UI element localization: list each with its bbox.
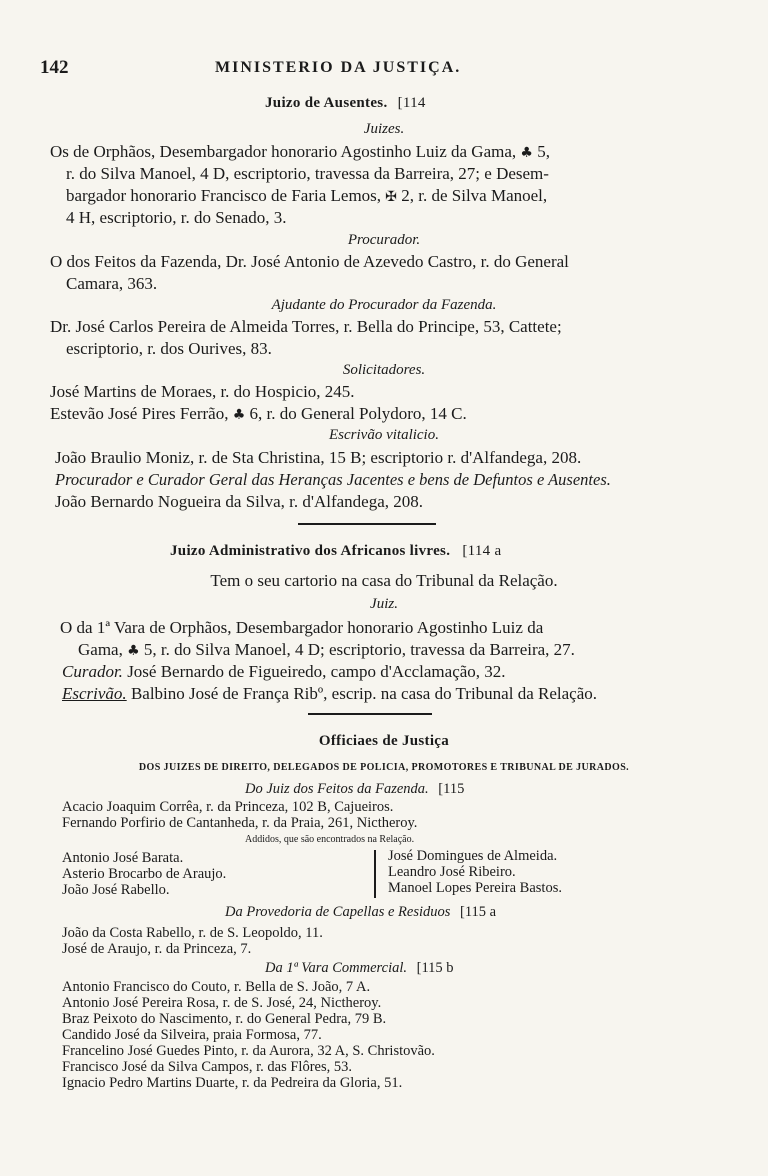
- list-item: Antonio José Barata.: [62, 850, 184, 866]
- subheading-procurador: Procurador.: [347, 232, 421, 248]
- entry-ajudante-line2: escriptorio, r. dos Ourives, 83.: [66, 339, 272, 358]
- text: Gama,: [78, 640, 123, 659]
- order-cross-icon: ✠: [385, 189, 398, 205]
- section-ref: [114: [397, 95, 426, 111]
- list-item: Asterio Brocarbo de Araujo.: [62, 866, 227, 882]
- text: 2, r. de Silva Manoel,: [401, 186, 548, 205]
- subheading-ajudante: Ajudante do Procurador da Fazenda.: [271, 297, 497, 313]
- list-item: Candido José da Silveira, praia Formosa, 77.: [62, 1027, 322, 1043]
- list-item: Antonio Francisco do Couto, r. Bella de S. João, 7 A.: [62, 979, 371, 995]
- text: Do Juiz dos Feitos da Fazenda.: [245, 781, 429, 797]
- text: 5,: [537, 142, 550, 161]
- text: bargador honorario Francisco de Faria Lemos,: [66, 186, 382, 205]
- label: Curador.: [62, 662, 123, 681]
- section-ref: [114 a: [462, 543, 502, 559]
- text: Estevão José Pires Ferrão,: [50, 404, 229, 423]
- list-item: Francisco José da Silva Campos, r. das Flôres, 53.: [62, 1059, 352, 1075]
- list-item: José de Araujo, r. da Princeza, 7.: [62, 941, 252, 957]
- list-item: João da Costa Rabello, r. de S. Leopoldo, 11.: [62, 925, 323, 941]
- entry-solicitador-1: José Martins de Moraes, r. do Hospicio, 245.: [50, 382, 355, 401]
- entry-escrivao-2: [62, 683, 597, 705]
- entry-ajudante-line1: Dr. José Carlos Pereira de Almeida Torres, r. Bella do Principe, 53, Cattete;: [50, 317, 562, 336]
- ref: [115 b: [416, 960, 454, 976]
- list-item: Francelino José Guedes Pinto, r. da Aurora, 32 A, S. Christovão.: [62, 1043, 435, 1059]
- entry-juizes-line4: 4 H, escriptorio, r. do Senado, 3.: [66, 208, 287, 227]
- list-item: Ignacio Pedro Martins Duarte, r. da Pedreira da Gloria, 51.: [62, 1075, 403, 1091]
- running-title: MINISTERIO DA JUSTIÇA.: [215, 59, 462, 76]
- addidos-note: Addidos, que são encontrados na Relação.: [245, 834, 415, 845]
- text: Da Provedoria de Capellas e Residuos: [225, 904, 451, 920]
- entry-juiz-line1: O da 1ª Vara de Orphãos, Desembargador honorario Agostinho Luiz da: [60, 618, 544, 637]
- subheading-juiz: Juiz.: [370, 596, 398, 612]
- section-subtitle: DOS JUIZES DE DIREITO, DELEGADOS DE POLICIA, PROMOTORES E TRIBUNAL DE JURADOS.: [138, 762, 630, 773]
- divider: [308, 713, 432, 715]
- section-title-africanos: [170, 543, 501, 560]
- text: 6, r. do General Polydoro, 14 C.: [249, 404, 467, 423]
- entry-escrivao: João Braulio Moniz, r. de Sta Christina, 15 B; escriptorio r. d'Alfandega, 208.: [55, 448, 582, 467]
- list-item: Braz Peixoto do Nascimento, r. do General Pedra, 79 B.: [62, 1011, 387, 1027]
- entry-juizes-line2: r. do Silva Manoel, 4 D, escriptorio, travessa da Barreira, 27; e Desem-: [66, 164, 549, 183]
- order-rose-icon: ♣: [232, 407, 246, 423]
- entry-curador: [62, 661, 506, 683]
- divider: [298, 523, 436, 525]
- section-title-text: Juizo Administrativo dos Africanos livres.: [170, 543, 451, 559]
- subheading-escrivao: Escrivão vitalicio.: [329, 427, 439, 443]
- column-divider: [374, 850, 376, 898]
- text: José Bernardo de Figueiredo, campo d'Acclamação, 32.: [127, 662, 506, 681]
- entry-solicitador-2: [50, 403, 467, 426]
- ref: [115 a: [460, 904, 497, 920]
- entry-procurador-line1: O dos Feitos da Fazenda, Dr. José Antonio de Azevedo Castro, r. do General: [50, 252, 569, 271]
- order-rose-icon: ♣: [127, 643, 140, 659]
- label: Escrivão.: [62, 684, 127, 703]
- text: Balbino José de França Ribº, escrip. na casa do Tribunal da Relação.: [130, 684, 597, 703]
- text: Da 1ª Vara Commercial.: [265, 960, 408, 976]
- ref: [115: [438, 781, 465, 797]
- list-item: Antonio José Pereira Rosa, r. de S. José, 24, Nictheroy.: [62, 995, 382, 1011]
- entry-curador-title: Procurador e Curador Geral das Heranças Jacentes e bens de Defuntos e Ausentes.: [55, 470, 611, 489]
- subheading-provedoria: [225, 904, 496, 920]
- section-title-ausentes: [265, 95, 426, 112]
- entry-juizes-line1: [50, 141, 550, 164]
- entry-juizes-line3: [66, 185, 547, 208]
- subheading-feitos: [245, 781, 464, 797]
- subheading-juizes: Juizes.: [363, 121, 405, 137]
- list-item: Manoel Lopes Pereira Bastos.: [388, 880, 562, 896]
- page-number: 142: [40, 57, 69, 78]
- list-item: Leandro José Ribeiro.: [388, 864, 516, 880]
- text: Os de Orphãos, Desembargador honorario Agostinho Luiz da Gama,: [50, 142, 517, 161]
- section-intro: Tem o seu cartorio na casa do Tribunal da Relação.: [210, 571, 558, 590]
- subheading-solicitadores: Solicitadores.: [342, 362, 426, 378]
- order-rose-icon: ♣: [520, 145, 533, 161]
- list-item: João José Rabello.: [62, 882, 170, 898]
- list-item: Acacio Joaquim Corrêa, r. da Princeza, 102 B, Cajueiros.: [62, 799, 394, 815]
- list-item: Fernando Porfirio de Cantanheda, r. da Praia, 261, Nictheroy.: [62, 815, 418, 831]
- section-title-officiaes: Officiaes de Justiça: [318, 733, 450, 749]
- entry-procurador-line2: Camara, 363.: [66, 274, 158, 293]
- entry-juiz-line2: [78, 639, 575, 662]
- entry-curador-name: João Bernardo Nogueira da Silva, r. d'Alfandega, 208.: [55, 492, 423, 511]
- text: 5, r. do Silva Manoel, 4 D; escriptorio, travessa da Barreira, 27.: [143, 640, 575, 659]
- list-item: José Domingues de Almeida.: [388, 848, 558, 864]
- subheading-commercial: [265, 960, 454, 976]
- section-title-text: Juizo de Ausentes.: [265, 95, 388, 111]
